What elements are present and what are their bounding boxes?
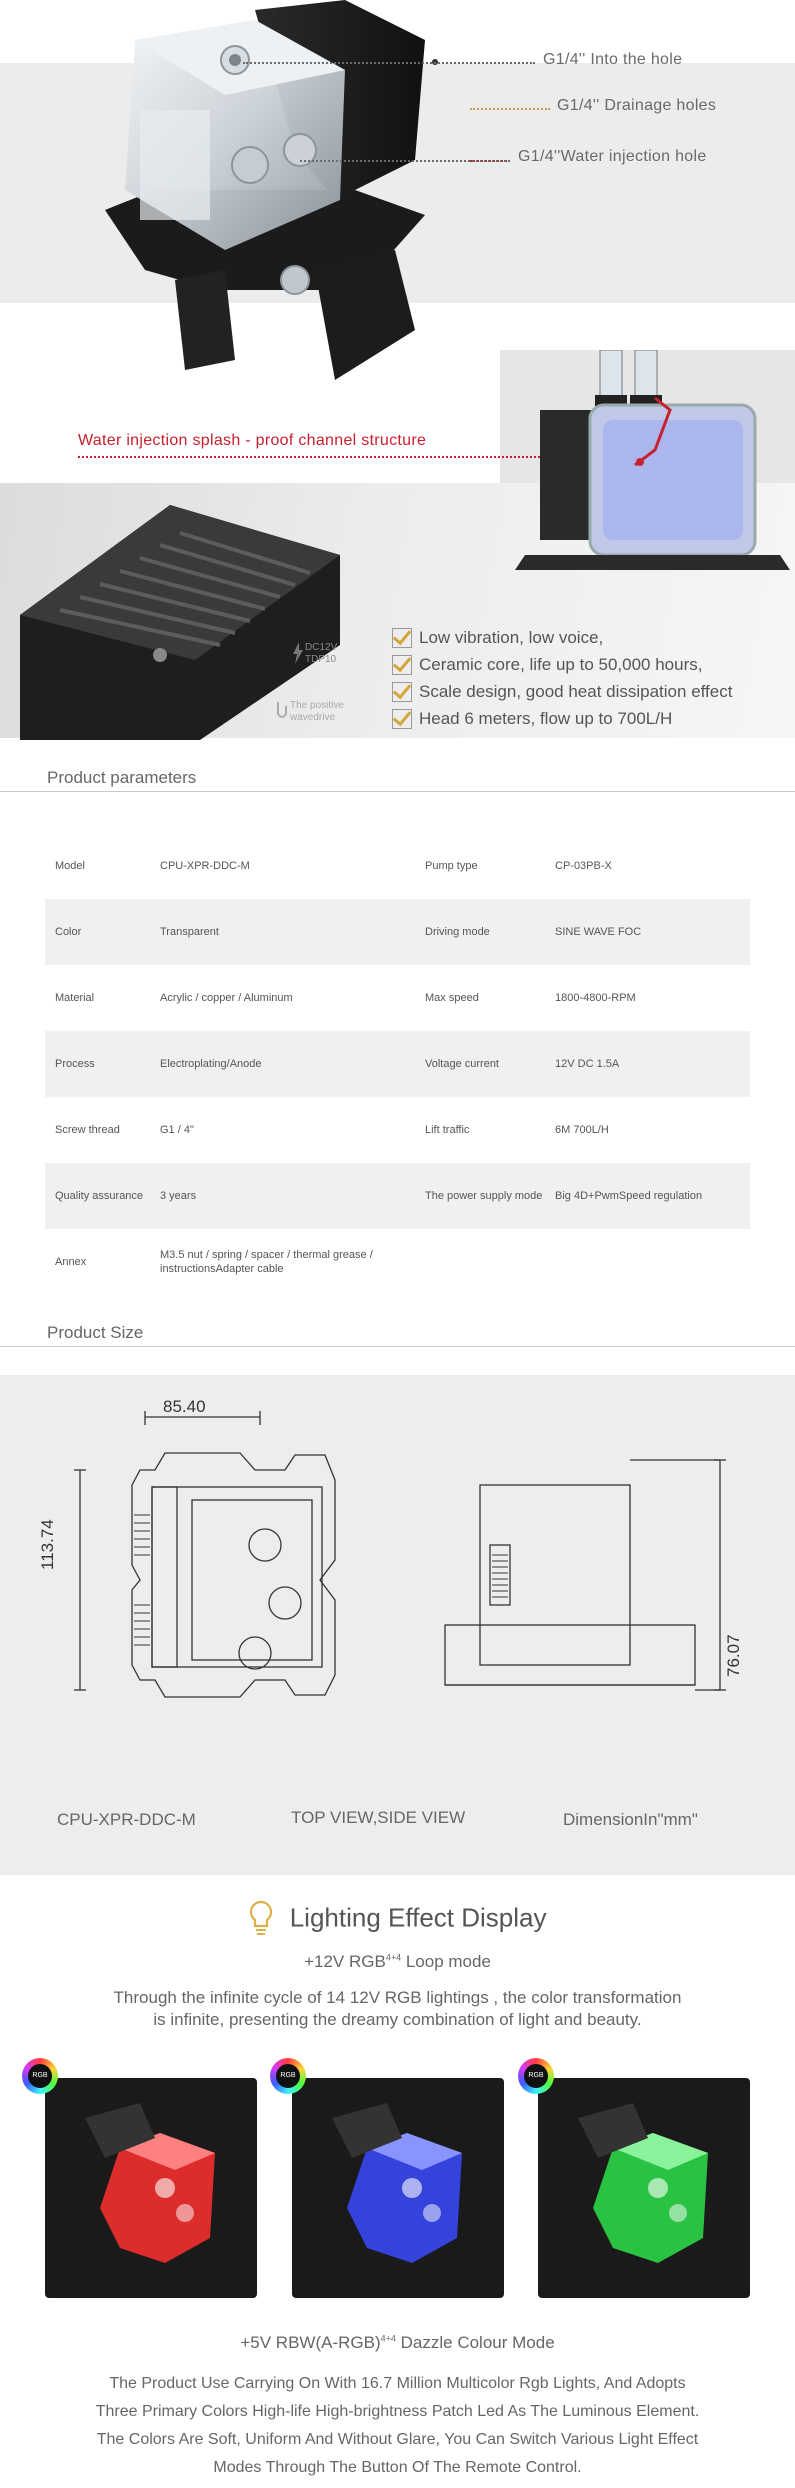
param-key: Pump type xyxy=(425,860,478,872)
lightning-icon xyxy=(293,642,303,664)
check-icon xyxy=(392,682,412,702)
wave-icon xyxy=(276,700,288,722)
cross-section-image xyxy=(505,350,795,580)
check-icon xyxy=(392,709,412,729)
mode2-heading xyxy=(0,2333,795,2353)
param-key: Quality assurance xyxy=(55,1190,144,1202)
dc12v-label: DC12V xyxy=(305,642,338,653)
param-value: 12V DC 1.5A xyxy=(555,1058,620,1070)
feature-item xyxy=(392,678,732,705)
param-value: 3 years xyxy=(160,1190,197,1202)
rgb-icon xyxy=(518,2058,554,2094)
mode1-desc-1: Through the infinite cycle of 14 12V RGB lightings , the color transformation xyxy=(113,1988,682,2007)
rgb-icon xyxy=(22,2058,58,2094)
param-key: Process xyxy=(55,1058,95,1070)
mode1-suffix: Loop mode xyxy=(405,1952,491,1971)
callout-splash-proof: Water injection splash - proof channel structure xyxy=(78,432,427,449)
param-value: Electroplating/Anode xyxy=(160,1058,262,1070)
caption-dimension: DimensionIn"mm" xyxy=(563,1810,698,1829)
param-row xyxy=(45,1229,750,1295)
param-row xyxy=(45,1031,750,1097)
callout-water-injection-hole: G1/4''Water injection hole xyxy=(518,148,707,165)
param-key: Driving mode xyxy=(425,926,490,938)
dc12v-badge xyxy=(305,642,337,666)
check-icon xyxy=(392,628,412,648)
param-row xyxy=(45,833,750,899)
param-key: Material xyxy=(55,992,95,1004)
param-key: Voltage current xyxy=(425,1058,499,1070)
width-dimension: 85.40 xyxy=(163,1397,206,1416)
feature-text: Low vibration, low voice, xyxy=(419,627,604,647)
side-dimension: 76.07 xyxy=(724,1634,743,1677)
tdp-label: TDP10 xyxy=(305,654,337,665)
param-key: Annex xyxy=(55,1256,87,1268)
size-rule xyxy=(0,1346,795,1347)
mode2-desc-line: The Colors Are Soft, Uniform And Without Glare, You Can Switch Various Light Effect xyxy=(96,2431,699,2448)
param-key: Color xyxy=(55,926,82,938)
mode1-sup: 4+4 xyxy=(385,1952,402,1963)
mode2-label: +5V RBW(A-RGB) xyxy=(240,2333,381,2352)
param-key: Screw thread xyxy=(55,1124,120,1136)
param-row xyxy=(45,899,750,965)
callout-line-into-hole xyxy=(243,62,535,64)
param-row xyxy=(45,965,750,1031)
param-key: The power supply mode xyxy=(425,1190,543,1202)
param-value: G1 / 4" xyxy=(160,1124,194,1136)
size-title: Product Size xyxy=(47,1323,144,1342)
param-row xyxy=(45,1163,750,1229)
feature-item xyxy=(392,624,732,651)
size-diagram-panel xyxy=(0,1375,795,1875)
light-tile-blue xyxy=(292,2078,504,2298)
callout-line-drainage xyxy=(470,108,550,110)
param-value: 6M 700L/H xyxy=(555,1124,609,1136)
params-rule xyxy=(0,791,795,792)
param-value: 1800-4800-RPM xyxy=(555,992,636,1004)
wave-label-1: The positive xyxy=(290,700,344,711)
top-view-drawing xyxy=(60,1395,430,1735)
param-value: CP-03PB-X xyxy=(555,860,612,872)
lightbulb-icon xyxy=(248,1900,274,1936)
feature-text: Ceramic core, life up to 50,000 hours, xyxy=(419,654,703,674)
mode2-sup: 4+4 xyxy=(380,2333,396,2344)
param-key: Model xyxy=(55,860,85,872)
wave-badge xyxy=(290,700,344,724)
param-key: Lift traffic xyxy=(425,1124,470,1136)
param-value: Transparent xyxy=(160,926,219,938)
param-value: CPU-XPR-DDC-M xyxy=(160,860,250,872)
water-block-red-image xyxy=(45,2078,257,2298)
side-view-drawing xyxy=(430,1455,760,1735)
callout-line-injection-2 xyxy=(300,160,510,162)
water-block-blue-image xyxy=(292,2078,504,2298)
mode2-desc xyxy=(60,2370,735,2482)
water-block-green-image xyxy=(538,2078,750,2298)
caption-model: CPU-XPR-DDC-M xyxy=(57,1810,196,1829)
param-value: SINE WAVE FOC xyxy=(555,926,642,938)
param-row xyxy=(45,1097,750,1163)
wave-label-2: wavedrive xyxy=(290,712,336,723)
mode2-desc-line: Modes Through The Button Of The Remote Control. xyxy=(213,2459,582,2476)
param-value: M3.5 nut / spring / spacer / thermal grease / instructionsAdapter cable xyxy=(160,1249,373,1275)
callout-drainage-holes: G1/4'' Drainage holes xyxy=(557,97,717,114)
light-tile-green xyxy=(538,2078,750,2298)
feature-text: Scale design, good heat dissipation effect xyxy=(419,681,733,701)
light-tile-red xyxy=(45,2078,257,2298)
mode1-desc-2: is infinite, presenting the dreamy combination of light and beauty. xyxy=(153,2010,642,2029)
feature-text: Head 6 meters, flow up to 700L/H xyxy=(419,708,673,728)
feature-item xyxy=(392,651,732,678)
mode2-desc-line: Three Primary Colors High-life High-brightness Patch Led As The Luminous Element. xyxy=(95,2403,700,2420)
mode1-label: +12V RGB xyxy=(304,1952,386,1971)
lighting-title: Lighting Effect Display xyxy=(289,1902,547,1933)
height-dimension: 113.74 xyxy=(38,1519,57,1570)
hero-section xyxy=(0,0,795,745)
param-key: Max speed xyxy=(425,992,479,1004)
rgb-icon xyxy=(270,2058,306,2094)
callout-into-hole: G1/4'' Into the hole xyxy=(543,51,683,68)
feature-list xyxy=(392,624,732,732)
feature-item xyxy=(392,705,732,732)
check-icon xyxy=(392,655,412,675)
params-title: Product parameters xyxy=(47,768,197,787)
mode1-heading xyxy=(0,1952,795,1972)
caption-views: TOP VIEW,SIDE VIEW xyxy=(291,1808,466,1827)
param-value: Acrylic / copper / Aluminum xyxy=(160,992,293,1004)
lighting-title-row xyxy=(0,1900,795,1936)
param-value: Big 4D+PwmSpeed regulation xyxy=(555,1190,703,1202)
mode2-desc-line: The Product Use Carrying On With 16.7 Million Multicolor Rgb Lights, And Adopts xyxy=(109,2375,686,2392)
params-table xyxy=(45,833,750,1295)
mode2-suffix: Dazzle Colour Mode xyxy=(400,2333,555,2352)
